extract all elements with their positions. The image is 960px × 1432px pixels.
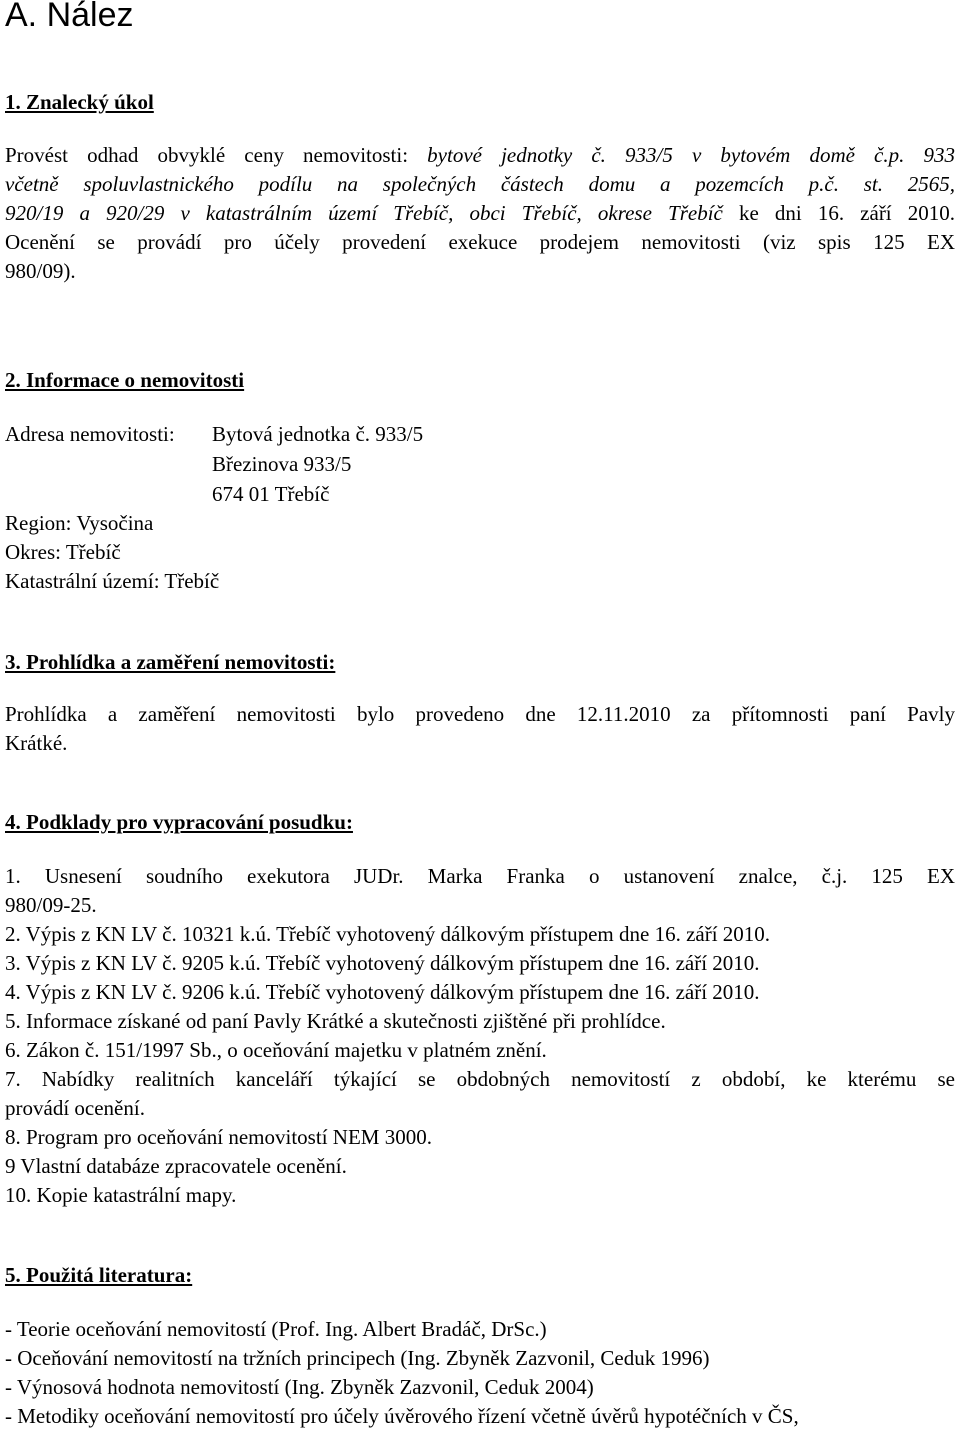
s4-item-7-cont: provádí ocenění. bbox=[5, 1096, 145, 1120]
section-1-heading: 1. Znalecký úkol bbox=[5, 90, 154, 114]
katastr-line: Katastrální území: Třebíč bbox=[5, 569, 220, 593]
s3-line-2: Krátké. bbox=[5, 731, 68, 755]
s4-item-3: 3. Výpis z KN LV č. 9205 k.ú. Třebíč vyhotovený dálkovým přístupem dne 16. září 2010. bbox=[5, 951, 760, 975]
s5-item-2: - Oceňování nemovitostí na tržních principech (Ing. Zbyněk Zazvonil, Ceduk 1996) bbox=[5, 1346, 710, 1370]
s5-item-1: - Teorie oceňování nemovitostí (Prof. Ing. Albert Bradáč, DrSc.) bbox=[5, 1317, 547, 1341]
s1-line-1: Provést odhad obvyklé ceny nemovitosti: bytové jednotky č. 933/5 v bytovém domě č.p. 933 bbox=[5, 143, 955, 167]
s4-item-7: 7. Nabídky realitních kanceláří týkající se obdobných nemovitostí z období, ke kterému se bbox=[5, 1067, 955, 1091]
s4-item-6: 6. Zákon č. 151/1997 Sb., o oceňování majetku v platném znění. bbox=[5, 1038, 547, 1062]
s4-item-5: 5. Informace získané od paní Pavly Krátké a skutečnosti zjištěné při prohlídce. bbox=[5, 1009, 666, 1033]
s1-line-2: včetně spoluvlastnického podílu na společných částech domu a pozemcích p.č. st. 2565, bbox=[5, 172, 955, 196]
s4-item-1-cont: 980/09-25. bbox=[5, 893, 97, 917]
address-line-3: 674 01 Třebíč bbox=[212, 482, 330, 506]
section-3-heading: 3. Prohlídka a zaměření nemovitosti: bbox=[5, 650, 336, 674]
address-line-1: Bytová jednotka č. 933/5 bbox=[212, 422, 424, 446]
page-title: A. Nález bbox=[5, 0, 134, 34]
s4-item-1: 1. Usnesení soudního exekutora JUDr. Marka Franka o ustanovení znalce, č.j. 125 EX bbox=[5, 864, 955, 888]
s1-line-5: 980/09). bbox=[5, 259, 76, 283]
s1-line-4: Ocenění se provádí pro účely provedení exekuce prodejem nemovitosti (viz spis 125 EX bbox=[5, 230, 955, 254]
address-label: Adresa nemovitosti: bbox=[5, 422, 175, 446]
region-line: Region: Vysočina bbox=[5, 511, 154, 535]
s5-item-4: - Metodiky oceňování nemovitostí pro účely úvěrového řízení včetně úvěrů hypotéčních v ČS, bbox=[5, 1404, 799, 1428]
s1-line-3: 920/19 a 920/29 v katastrálním území Třebíč, obci Třebíč, okrese Třebíč ke dni 16. září 2010. bbox=[5, 201, 955, 225]
s3-line-1: Prohlídka a zaměření nemovitosti bylo provedeno dne 12.11.2010 za přítomnosti paní Pavly bbox=[5, 702, 955, 726]
section-2-heading: 2. Informace o nemovitosti bbox=[5, 368, 245, 392]
s4-item-8: 8. Program pro oceňování nemovitostí NEM 3000. bbox=[5, 1125, 432, 1149]
s4-item-10: 10. Kopie katastrální mapy. bbox=[5, 1183, 237, 1207]
s5-item-3: - Výnosová hodnota nemovitostí (Ing. Zbyněk Zazvonil, Ceduk 2004) bbox=[5, 1375, 594, 1399]
section-5-heading: 5. Použitá literatura: bbox=[5, 1263, 193, 1287]
okres-line: Okres: Třebíč bbox=[5, 540, 121, 564]
s4-item-2: 2. Výpis z KN LV č. 10321 k.ú. Třebíč vyhotovený dálkovým přístupem dne 16. září 2010. bbox=[5, 922, 771, 946]
s4-item-4: 4. Výpis z KN LV č. 9206 k.ú. Třebíč vyhotovený dálkovým přístupem dne 16. září 2010. bbox=[5, 980, 760, 1004]
address-line-2: Březinova 933/5 bbox=[212, 452, 352, 476]
s4-item-9: 9 Vlastní databáze zpracovatele ocenění. bbox=[5, 1154, 347, 1178]
section-4-heading: 4. Podklady pro vypracování posudku: bbox=[5, 810, 353, 834]
